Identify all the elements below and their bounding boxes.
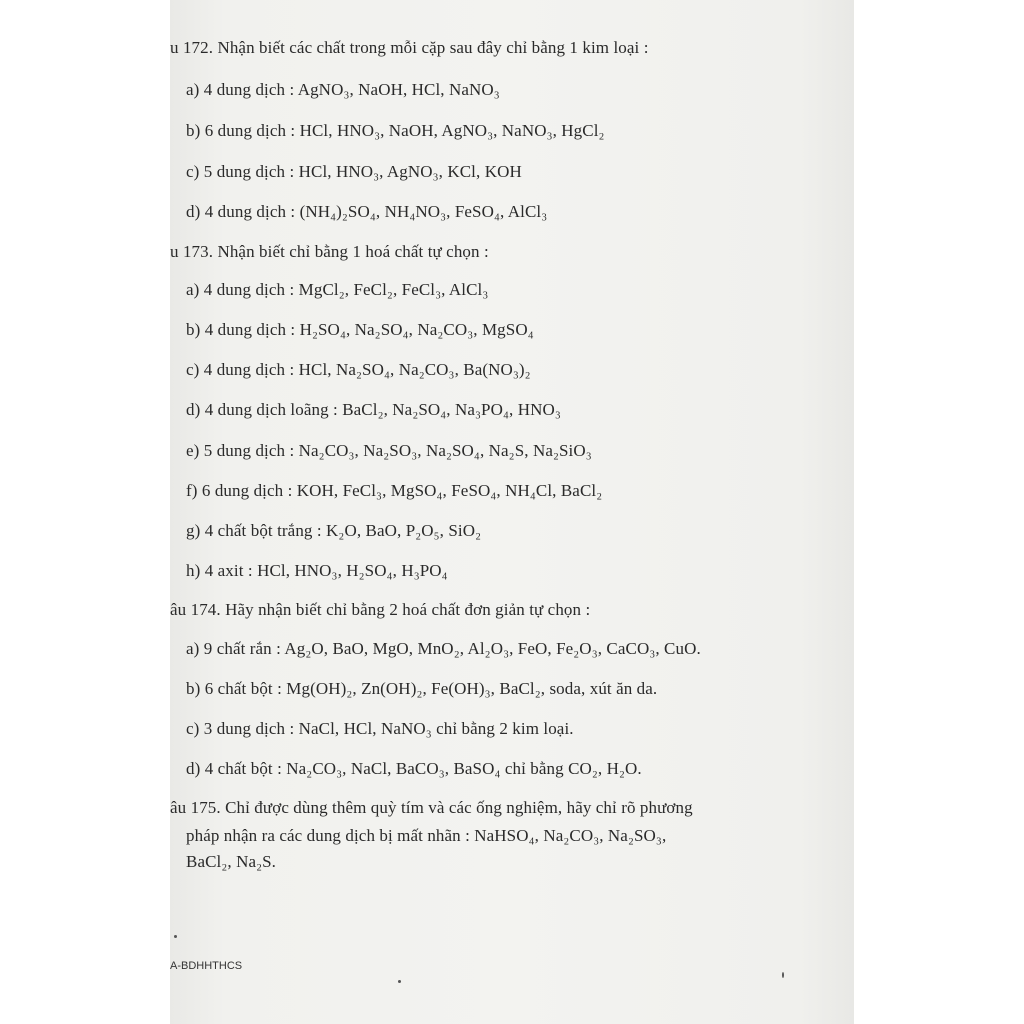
question-172-heading (170, 38, 649, 58)
question-173-heading (170, 242, 489, 262)
question-title: Nhận biết chỉ bằng 1 hoá chất tự chọn : (213, 242, 489, 261)
print-speck (398, 980, 401, 983)
question-continuation: BaCl₂, Na₂S. (186, 852, 277, 871)
question-item: d) 4 dung dịch : (NH₄)₂SO₄, NH₄NO₃, FeSO₄, AlCl₃ (186, 202, 548, 221)
print-speck (174, 935, 177, 938)
question-title: Nhận biết các chất trong mỗi cặp sau đây chỉ bằng 1 kim loại : (213, 38, 649, 57)
question-item: c) 3 dung dịch : NaCl, HCl, NaNO₃ chỉ bằng 2 kim loại. (186, 719, 574, 738)
question-item: d) 4 dung dịch loãng : BaCl₂, Na₂SO₄, Na₃PO₄, HNO₃ (186, 400, 561, 419)
page-content (170, 0, 854, 1024)
print-speck (782, 972, 784, 978)
question-item: b) 4 dung dịch : H₂SO₄, Na₂SO₄, Na₂CO₃, MgSO₄ (186, 320, 534, 339)
book-page (170, 0, 854, 1024)
question-item: h) 4 axit : HCl, HNO₃, H₂SO₄, H₃PO₄ (186, 561, 448, 580)
question-item: b) 6 dung dịch : HCl, HNO₃, NaOH, AgNO₃, NaNO₃, HgCl₂ (186, 121, 605, 140)
question-174-heading (170, 600, 590, 620)
question-title: Hãy nhận biết chỉ bằng 2 hoá chất đơn giản tự chọn : (220, 600, 591, 619)
question-number: u 173. (170, 242, 214, 261)
question-title: Chỉ được dùng thêm quỳ tím và các ống nghiệm, hãy chỉ rõ phương (220, 798, 693, 817)
question-number: âu 174. (170, 600, 221, 619)
question-item: f) 6 dung dịch : KOH, FeCl₃, MgSO₄, FeSO₄, NH₄Cl, BaCl₂ (186, 481, 603, 500)
question-item: e) 5 dung dịch : Na₂CO₃, Na₂SO₃, Na₂SO₄, Na₂S, Na₂SiO₃ (186, 441, 592, 460)
question-item: a) 4 dung dịch : MgCl₂, FeCl₂, FeCl₃, AlCl₃ (186, 280, 489, 299)
question-175-heading (170, 798, 693, 818)
question-item: g) 4 chất bột trắng : K₂O, BaO, P₂O₅, SiO₂ (186, 521, 482, 540)
question-item: c) 4 dung dịch : HCl, Na₂SO₄, Na₂CO₃, Ba(NO₃)₂ (186, 360, 531, 379)
question-number: u 172. (170, 38, 214, 57)
question-number: âu 175. (170, 798, 221, 817)
page-footer: A-BDHHTHCS (170, 960, 243, 972)
question-item: d) 4 chất bột : Na₂CO₃, NaCl, BaCO₃, BaSO₄ chỉ bằng CO₂, H₂O. (186, 759, 642, 778)
question-item: a) 9 chất rắn : Ag₂O, BaO, MgO, MnO₂, Al₂O₃, FeO, Fe₂O₃, CaCO₃, CuO. (186, 639, 701, 658)
question-continuation: pháp nhận ra các dung dịch bị mất nhãn : NaHSO₄, Na₂CO₃, Na₂SO₃, (186, 826, 667, 845)
question-item: b) 6 chất bột : Mg(OH)₂, Zn(OH)₂, Fe(OH)₃, BaCl₂, soda, xút ăn da. (186, 679, 658, 698)
question-item: c) 5 dung dịch : HCl, HNO₃, AgNO₃, KCl, KOH (186, 162, 522, 181)
question-item: a) 4 dung dịch : AgNO₃, NaOH, HCl, NaNO₃ (186, 80, 500, 99)
